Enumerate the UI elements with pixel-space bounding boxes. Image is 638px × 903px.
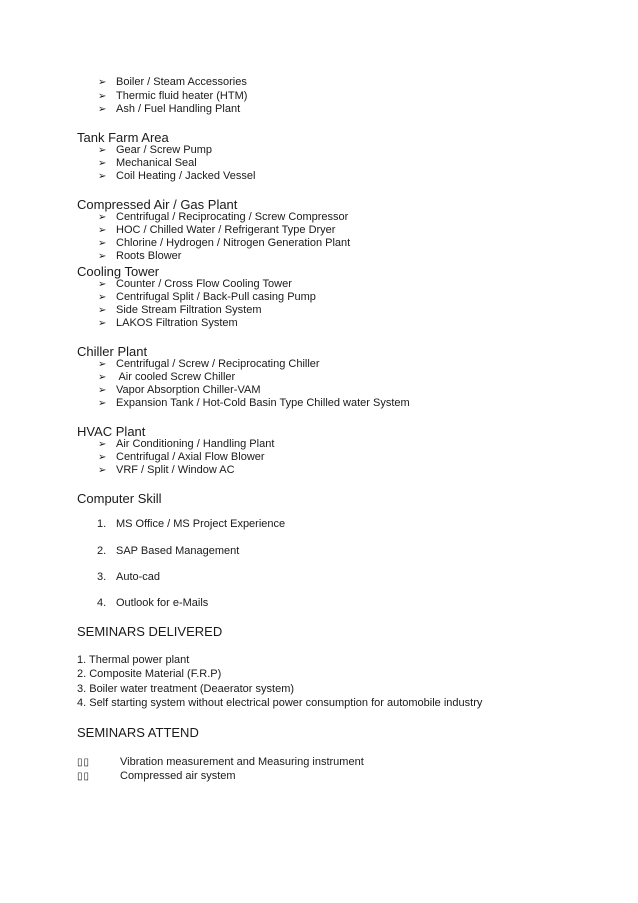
section-title: Cooling Tower	[77, 264, 160, 279]
list-item	[98, 438, 274, 450]
section-heading	[77, 424, 145, 439]
arrow-bullet-icon: ➢	[98, 398, 107, 409]
list-item-text: Centrifugal / Axial Flow Blower	[116, 451, 265, 463]
arrow-bullet-icon: ➢	[98, 104, 107, 115]
arrow-bullet-icon: ➢	[98, 452, 107, 463]
list-item	[98, 103, 240, 115]
list-item-text: Air Conditioning / Handling Plant	[116, 438, 275, 450]
list-item-text: Air cooled Screw Chiller	[116, 371, 236, 383]
list-item	[98, 250, 181, 262]
list-item-text: Compressed air system	[120, 770, 236, 782]
list-item-text: 1. Thermal power plant	[77, 654, 190, 666]
list-item	[98, 384, 261, 396]
seminar-item	[77, 683, 294, 695]
list-item-text: LAKOS Filtration System	[116, 317, 238, 329]
item-number: 1.	[97, 518, 107, 530]
arrow-bullet-icon: ➢	[98, 359, 107, 370]
arrow-bullet-icon: ➢	[98, 251, 107, 262]
list-item-text: VRF / Split / Window AC	[116, 464, 235, 476]
missing-glyph-icon: ▯▯	[77, 757, 91, 768]
seminar-item	[77, 668, 221, 680]
arrow-bullet-icon: ➢	[98, 145, 107, 156]
section-title: HVAC Plant	[77, 424, 146, 439]
arrow-bullet-icon: ➢	[98, 225, 107, 236]
arrow-bullet-icon: ➢	[98, 171, 107, 182]
section-heading	[77, 197, 237, 212]
list-item-text: HOC / Chilled Water / Refrigerant Type Dryer	[116, 224, 336, 236]
section-title: Computer Skill	[77, 491, 162, 506]
list-item	[98, 144, 212, 156]
list-item	[98, 90, 247, 102]
list-item-text: MS Office / MS Project Experience	[116, 518, 286, 530]
section-title: Tank Farm Area	[77, 130, 169, 145]
list-item	[98, 278, 292, 290]
list-item-text: 2. Composite Material (F.R.P)	[77, 668, 222, 680]
arrow-bullet-icon: ➢	[98, 292, 107, 303]
section-title: Chiller Plant	[77, 344, 148, 359]
list-item-text: Expansion Tank / Hot-Cold Basin Type Chilled water System	[116, 397, 410, 409]
list-item	[98, 157, 197, 169]
list-item-text: Centrifugal / Screw / Reciprocating Chiller	[116, 358, 320, 370]
list-item	[98, 451, 265, 463]
list-item-text: Boiler / Steam Accessories	[116, 76, 247, 88]
list-item	[98, 371, 235, 383]
list-item-text: Vapor Absorption Chiller-VAM	[116, 384, 261, 396]
seminar-item	[77, 756, 364, 768]
list-item	[98, 76, 247, 88]
arrow-bullet-icon: ➢	[98, 305, 107, 316]
list-item	[98, 317, 238, 329]
list-item-text: Ash / Fuel Handling Plant	[116, 103, 241, 115]
arrow-bullet-icon: ➢	[98, 439, 107, 450]
section-title: SEMINARS DELIVERED	[77, 624, 223, 639]
list-item-text: Coil Heating / Jacked Vessel	[116, 170, 256, 182]
list-item	[98, 358, 320, 370]
list-item-text: Gear / Screw Pump	[116, 144, 212, 156]
arrow-bullet-icon: ➢	[98, 77, 107, 88]
arrow-bullet-icon: ➢	[98, 372, 107, 383]
list-item-text: Auto-cad	[116, 571, 161, 583]
numbered-item	[97, 518, 285, 530]
section-title: SEMINARS ATTEND	[77, 725, 199, 740]
list-item	[98, 211, 348, 223]
list-item-text: Centrifugal / Reciprocating / Screw Compressor	[116, 211, 349, 223]
list-item	[98, 304, 262, 316]
arrow-bullet-icon: ➢	[98, 158, 107, 169]
list-item-text: Outlook for e-Mails	[116, 597, 209, 609]
arrow-bullet-icon: ➢	[98, 212, 107, 223]
numbered-item	[97, 597, 208, 609]
section-heading	[77, 725, 199, 740]
item-number: 2.	[97, 545, 107, 557]
arrow-bullet-icon: ➢	[98, 465, 107, 476]
numbered-item	[97, 545, 239, 557]
missing-glyph-icon: ▯▯	[77, 771, 91, 782]
list-item-text: Roots Blower	[116, 250, 182, 262]
list-item-text: Chlorine / Hydrogen / Nitrogen Generation Plant	[116, 237, 351, 249]
item-number: 3.	[97, 571, 107, 583]
list-item-text: Side Stream Filtration System	[116, 304, 262, 316]
seminar-item	[77, 697, 482, 709]
list-item	[98, 397, 410, 409]
list-item	[98, 237, 350, 249]
list-item-text: Vibration measurement and Measuring instrument	[120, 756, 364, 768]
list-item-text: Thermic fluid heater (HTM)	[116, 90, 248, 102]
item-number: 4.	[97, 597, 107, 609]
list-item-text: Centrifugal Split / Back-Pull casing Pump	[116, 291, 316, 303]
arrow-bullet-icon: ➢	[98, 238, 107, 249]
list-item-text: 3. Boiler water treatment (Deaerator system)	[77, 683, 295, 695]
list-item-text: SAP Based Management	[116, 545, 240, 557]
section-heading	[77, 130, 169, 145]
arrow-bullet-icon: ➢	[98, 318, 107, 329]
section-heading	[77, 624, 222, 639]
list-item-text: Mechanical Seal	[116, 157, 197, 169]
arrow-bullet-icon: ➢	[98, 279, 107, 290]
list-item-text: Counter / Cross Flow Cooling Tower	[116, 278, 292, 290]
list-item	[98, 224, 335, 236]
arrow-bullet-icon: ➢	[98, 385, 107, 396]
section-heading	[77, 264, 159, 279]
section-heading	[77, 491, 162, 506]
section-title: Compressed Air / Gas Plant	[77, 197, 238, 212]
arrow-bullet-icon: ➢	[98, 91, 107, 102]
seminar-item	[77, 654, 189, 666]
numbered-item	[97, 571, 160, 583]
list-item	[98, 291, 316, 303]
list-item	[98, 170, 255, 182]
section-heading	[77, 344, 147, 359]
seminar-item	[77, 770, 236, 782]
list-item-text: 4. Self starting system without electrical power consumption for automobile industry	[77, 697, 483, 709]
list-item	[98, 464, 235, 476]
